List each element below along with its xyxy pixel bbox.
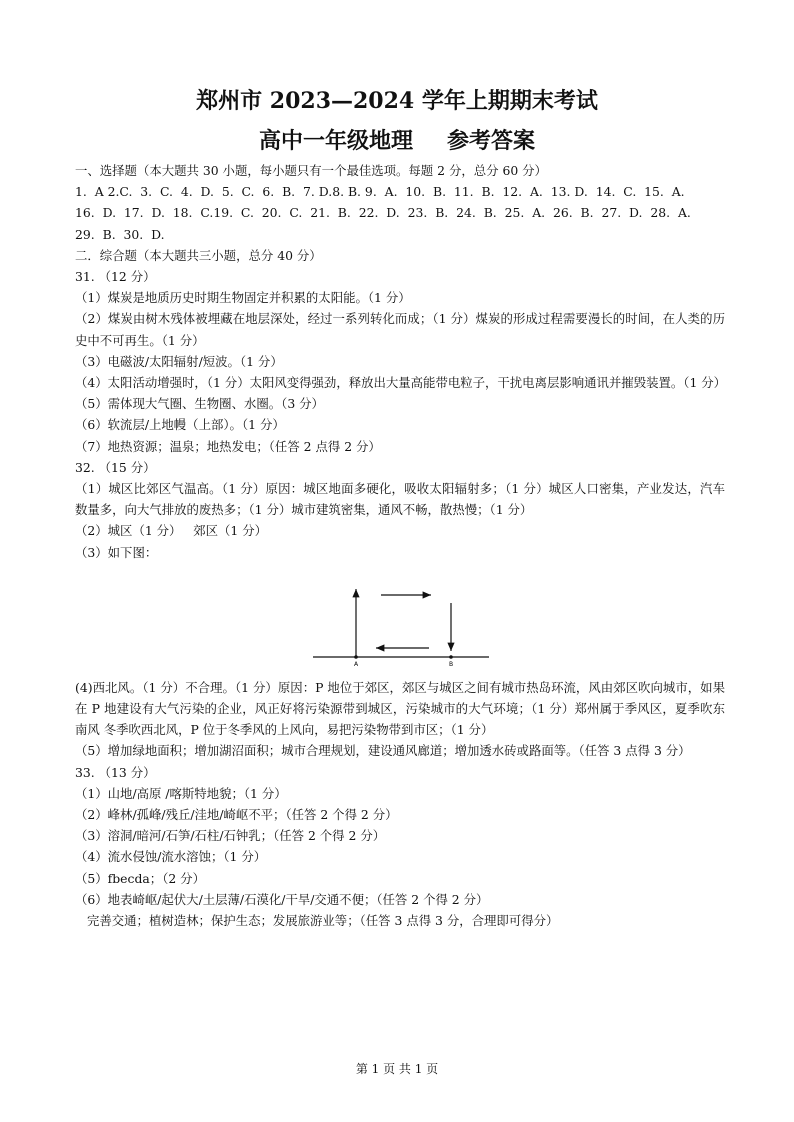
q31-item: （7）地热资源；温泉；地热发电；（任答 2 点得 2 分） [75,438,381,454]
subject-label: 高中一年级地理 [258,128,413,154]
choice-answers-row: 16. D. 17. D. 18. C.19. C. 20. C. 21. B. 22. D. 23. B. 24. B. 25. A. 26. B. 27. D. 28. A. [75,205,691,221]
q31-item: （2）煤炭由树木残体被埋藏在地层深处，经过一系列转化而成；（1 分）煤炭的形成过程需要漫长的时间，在人类的历史中不可再生。（1 分） [75,311,725,348]
point-a-marker [354,655,358,659]
q33-item: （1）山地/高原 /喀斯特地貌；（1 分） [75,785,287,801]
answer-key-label: 参考答案 [447,128,536,154]
point-b-marker [449,655,453,659]
exam-title: 郑州市 2023—2024 学年上期期末考试 [196,88,598,114]
q33-item: （2）峰林/孤峰/残丘/洼地/崎岖不平；（任答 2 个得 2 分） [75,807,398,823]
choice-answers-row: 1. A 2.C. 3. C. 4. D. 5. C. 6. B. 7. D.8. B. 9. A. 10. B. 11. B. 12. A. 13. D. 14. C. 15. A. [75,184,685,200]
q31-item: （1）煤炭是地质历史时期生物固定并积累的太阳能。（1 分） [75,290,411,306]
choice-answers-row: 29. B. 30. D. [75,226,165,242]
q31-header: 31. （12 分） [75,269,156,285]
answer-content [75,160,725,931]
point-a-label: A [354,660,359,668]
page-footer: 第 1 页 共 1 页 [355,1062,439,1076]
q31-item: （6）软流层/上地幔（上部）。（1 分） [75,417,285,433]
section2-header: 二．综合题（本大题共三小题，总分 40 分） [75,247,322,263]
exam-subtitle [0,124,794,155]
q31-item: （5）需体现大气圈、生物圈、水圈。（3 分） [75,396,324,412]
q32-item: (4)西北风。（1 分）不合理。（1 分）原因：P 地位于郊区，郊区与城区之间有城市热岛环流，风由郊区吹向城市，如果在 P 地建设有大气污染的企业，风正好将污染源带到城区，污染城市的大气环境；（1 分）郑州属于季风区，夏季吹东南风 冬季吹西北风，P 位于冬季风的上风向，易把污染物带到市区；（1 分） [75,679,725,738]
q32-item: （5）增加绿地面积；增加湖沼面积；城市合理规划，建设通风廊道；增加透水砖或路面等。（任答 3 点得 3 分） [75,743,691,759]
q32-item: （2）城区（1 分） 郊区（1 分） [75,523,268,539]
q33-item: 完善交通；植树造林；保护生态；发展旅游业等；（任答 3 点得 3 分，合理即可得分） [87,913,559,929]
q32-item: （1）城区比郊区气温高。（1 分）原因：城区地面多硬化，吸收太阳辐射多；（1 分）城区人口密集，产业发达，汽车数量多，向大气排放的废热多；（1 分）城市建筑密集，通风不畅，散热慢；（1 分） [75,481,725,518]
q32-header: 32. （15 分） [75,459,156,475]
section1-header: 一、选择题（本大题共 30 小题，每小题只有一个最佳选项。每题 2 分，总分 60 分） [75,163,547,178]
q33-item: （3）溶洞/暗河/石笋/石柱/石钟乳；（任答 2 个得 2 分） [75,828,386,844]
circulation-diagram [311,563,491,677]
q33-item: （4）流水侵蚀/流水溶蚀；（1 分） [75,849,267,865]
heat-island-circulation-figure [75,563,725,677]
q31-item: （3）电磁波/太阳辐射/短波。（1 分） [75,353,283,369]
q33-item: （5）fbecda；（2 分） [75,870,205,886]
point-b-label: B [449,660,454,668]
q33-item: （6）地表崎岖/起伏大/土层薄/石漠化/干旱/交通不便；（任答 2 个得 2 分） [75,891,489,907]
q33-header: 33. （13 分） [75,764,156,780]
q32-item: （3）如下图： [75,544,158,560]
q31-item: （4）太阳活动增强时，（1 分）太阳风变得强劲，释放出大量高能带电粒子，干扰电离层影响通讯并摧毁装置。（1 分） [75,375,727,391]
